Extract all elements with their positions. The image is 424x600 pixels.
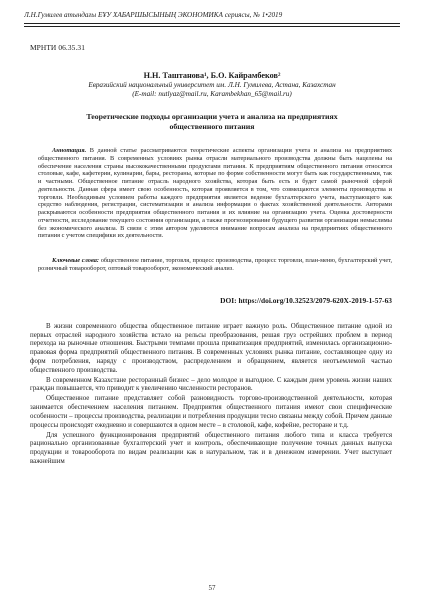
header-rule-thick: [24, 23, 400, 24]
body-paragraph: В современном Казахстане ресторанный бизнес – дело молодое и выгодное. С каждым днем уровень жизни наших граждан повышается, что приводит к увеличению численности ресторанов.: [30, 376, 392, 393]
abstract-label: Аннотация.: [52, 147, 87, 154]
udc-code: МРНТИ 06.35.31: [30, 43, 85, 52]
doi-link[interactable]: DOI: https://doi.org/10.32523/2079-620X-2019-1-57-63: [220, 296, 392, 305]
body-paragraph: Общественное питание представляет собой разновидность торгово-производственной деятельности, которая занимается обеспечением населения питанием. Предприятия общественного питания имеют свои специфические особенности – процессы производства, реализации и потребления продукции тесно связаны между собой. Причем данные процессы происходят ежедневно и совершаются в одном месте – в столовой, кафе, кофейне, ресторане и т.д.: [30, 395, 392, 429]
affiliation-institution: Евразийский национальный университет им. Л.Н. Гумилева, Астана, Казахстан: [88, 81, 336, 89]
keywords-text: общественное питание, торговля, процесс производства, процесс торговли, план-меню, бухгалтерский учет, розничный товарооборот, оптовый товарооборот, экономический анализ.: [38, 257, 393, 272]
page-number: 57: [208, 584, 216, 592]
body-paragraph: Для успешного функционирования предприятий общественного питания любого типа и класса требуется рационально организованные бухгалтерский учет и контроль, обеспечивающие получение точных данных выпуска продукции и товарооборота по видам реализации как в натуральном, так и в денежном измерении. Учет выступает важнейшим: [30, 431, 392, 465]
article-title: Теоретические подходы организации учета и анализа на предприятиях общественного питания: [86, 112, 338, 131]
abstract-text: В данной статье рассматриваются теоретические аспекты организации учета и анализа на предприятиях общественного питания. В современных условиях рынка отрасли материального производства должны быть нацелены на обеспечение населения страны высококачественными продуктами питания. К предприятиям общественного питания относятся столовые, кафе, кафетерии, кулинарии, бары, рестораны, которые по форме собственности могут быть как государственными, так и частными. Общественное питание отрасль народного хозяйства, которая быть есть и будет самой рыночной сферой деятельности. Данная сфера имеет свою особенность, которая проявляется в том, что совмещаются элементы производства и торговли. Необходимым условием работы каждого предприятия является ведение бухгалтерского учета, выступающего как средство наблюдения, регистрации, систематизации и анализа информации о фактах хозяйственной деятельности. Авторами раскрываются особенности предприятия общественного питания и их влияние на организацию учета. Оценка достоверности отчетности, исследование текущего состояния организации, а также прогнозирование будущего развития организации немыслимы без экономического анализа. В связи с этим автором уделяются внимание вопросам анализа на предприятиях общественного питания с учетом специфики их деятельности.: [38, 147, 392, 240]
journal-running-header: Л.Н.Гумилев атындағы ЕҰУ ХАБАРШЫСЫНЫҢ ЭКОНОМИКА сериясы, № 1•2019: [24, 11, 283, 19]
keywords-label: Ключевые слова:: [52, 257, 99, 264]
keywords: [38, 257, 392, 273]
affiliation: [40, 81, 384, 100]
authors: Н.Н. Таштанова¹, Б.О. Кайрамбеков²: [143, 71, 281, 80]
abstract: [38, 147, 392, 240]
header-rule-thin: [24, 26, 400, 27]
affiliation-emails: (E-mail: nutlyaz@mail.ru, Karambekhan_65@mail.ru): [132, 90, 292, 99]
article-body: [30, 323, 392, 468]
body-paragraph: В жизни современного общества общественное питание играет важную роль. Общественное питание одной из первых отраслей народного хозяйства встало на рельсы преобразования, решая груз острейших проблем в период перехода на рыночные отношения. Быстрыми темпами прошла приватизация предприятий, изменилась организационно-правовая форма предприятий общественного питания. В современных условиях рынка питание, составляющее одну из форм потребления, наряду с производством, распределением и обращением, является неотъемлемой частью общественного производства.: [30, 323, 392, 374]
